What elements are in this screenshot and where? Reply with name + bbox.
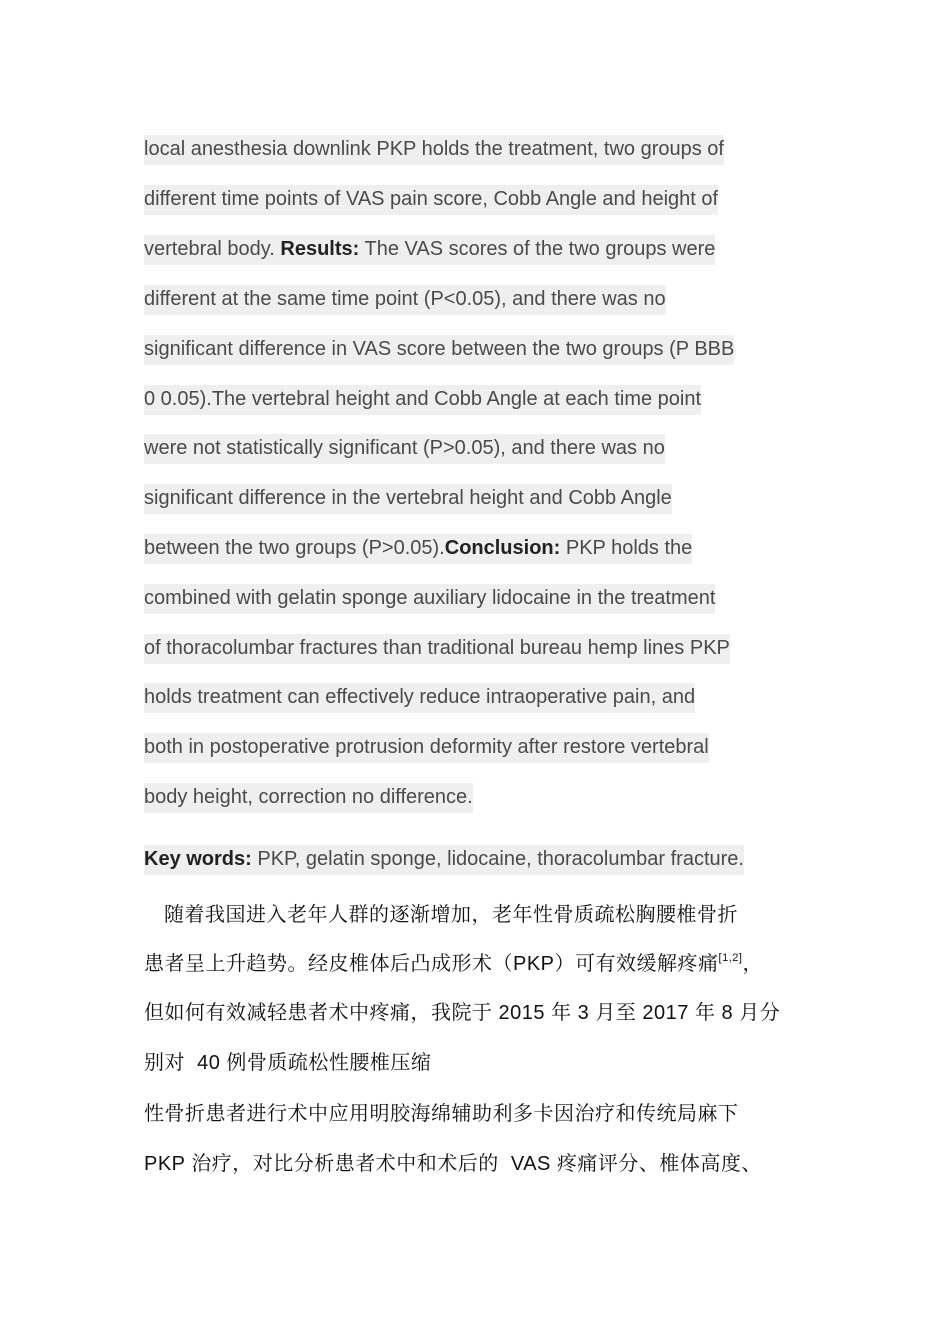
abstract-line-1: local anesthesia downlink PKP holds the treatment, two groups of [144,138,824,161]
abstract-line-9: between the two groups (P>0.05).Conclusion: PKP holds the [144,537,824,560]
citation-ref: [1,2] [718,952,743,964]
abstract-line-10: combined with gelatin sponge auxiliary lidocaine in the treatment [144,587,824,610]
abstract-line-7: were not statistically significant (P>0.05), and there was no [144,437,824,460]
abstract-line-13: both in postoperative protrusion deformity after restore vertebral [144,736,824,759]
abstract-line-8: significant difference in the vertebral height and Cobb Angle [144,487,824,510]
keywords-text: PKP, gelatin sponge, lidocaine, thoracolumbar fracture. [251,848,744,870]
body-line-6: PKP 治疗，对比分析患者术中和术后的 VAS 疼痛评分、椎体高度、 [144,1151,762,1175]
conclusion-heading: Conclusion: [444,537,561,559]
abstract-line-14: body height, correction no difference. [144,786,824,809]
body-line-2: 患者呈上升趋势。经皮椎体后凸成形术（PKP）可有效缓解疼痛[1,2]， [144,951,763,975]
body-line-4: 别对 40 例骨质疏松性腰椎压缩 [144,1050,432,1074]
keywords-line [144,848,824,871]
abstract-line-2: different time points of VAS pain score, Cobb Angle and height of [144,188,824,211]
abstract-line-11: of thoracolumbar fractures than traditional bureau hemp lines PKP [144,637,824,660]
body-line-1: 随着我国进入老年人群的逐渐增加，老年性骨质疏松胸腰椎骨折 [164,902,738,926]
body-line-5: 性骨折患者进行术中应用明胶海绵辅助利多卡因治疗和传统局麻下 [144,1101,739,1125]
abstract-line-4: different at the same time point (P<0.05), and there was no [144,288,824,311]
abstract-line-3: vertebral body. Results: The VAS scores of the two groups were [144,238,824,261]
abstract-line-5: significant difference in VAS score between the two groups (P BBB [144,338,824,361]
keywords-label: Key words: [144,848,252,870]
results-heading: Results: [280,238,360,260]
abstract-line-6: 0 0.05).The vertebral height and Cobb Angle at each time point [144,388,824,411]
abstract-line-12: holds treatment can effectively reduce intraoperative pain, and [144,686,824,709]
body-line-3: 但如何有效减轻患者术中疼痛，我院于 2015 年 3 月至 2017 年 8 月分 [144,1000,781,1024]
